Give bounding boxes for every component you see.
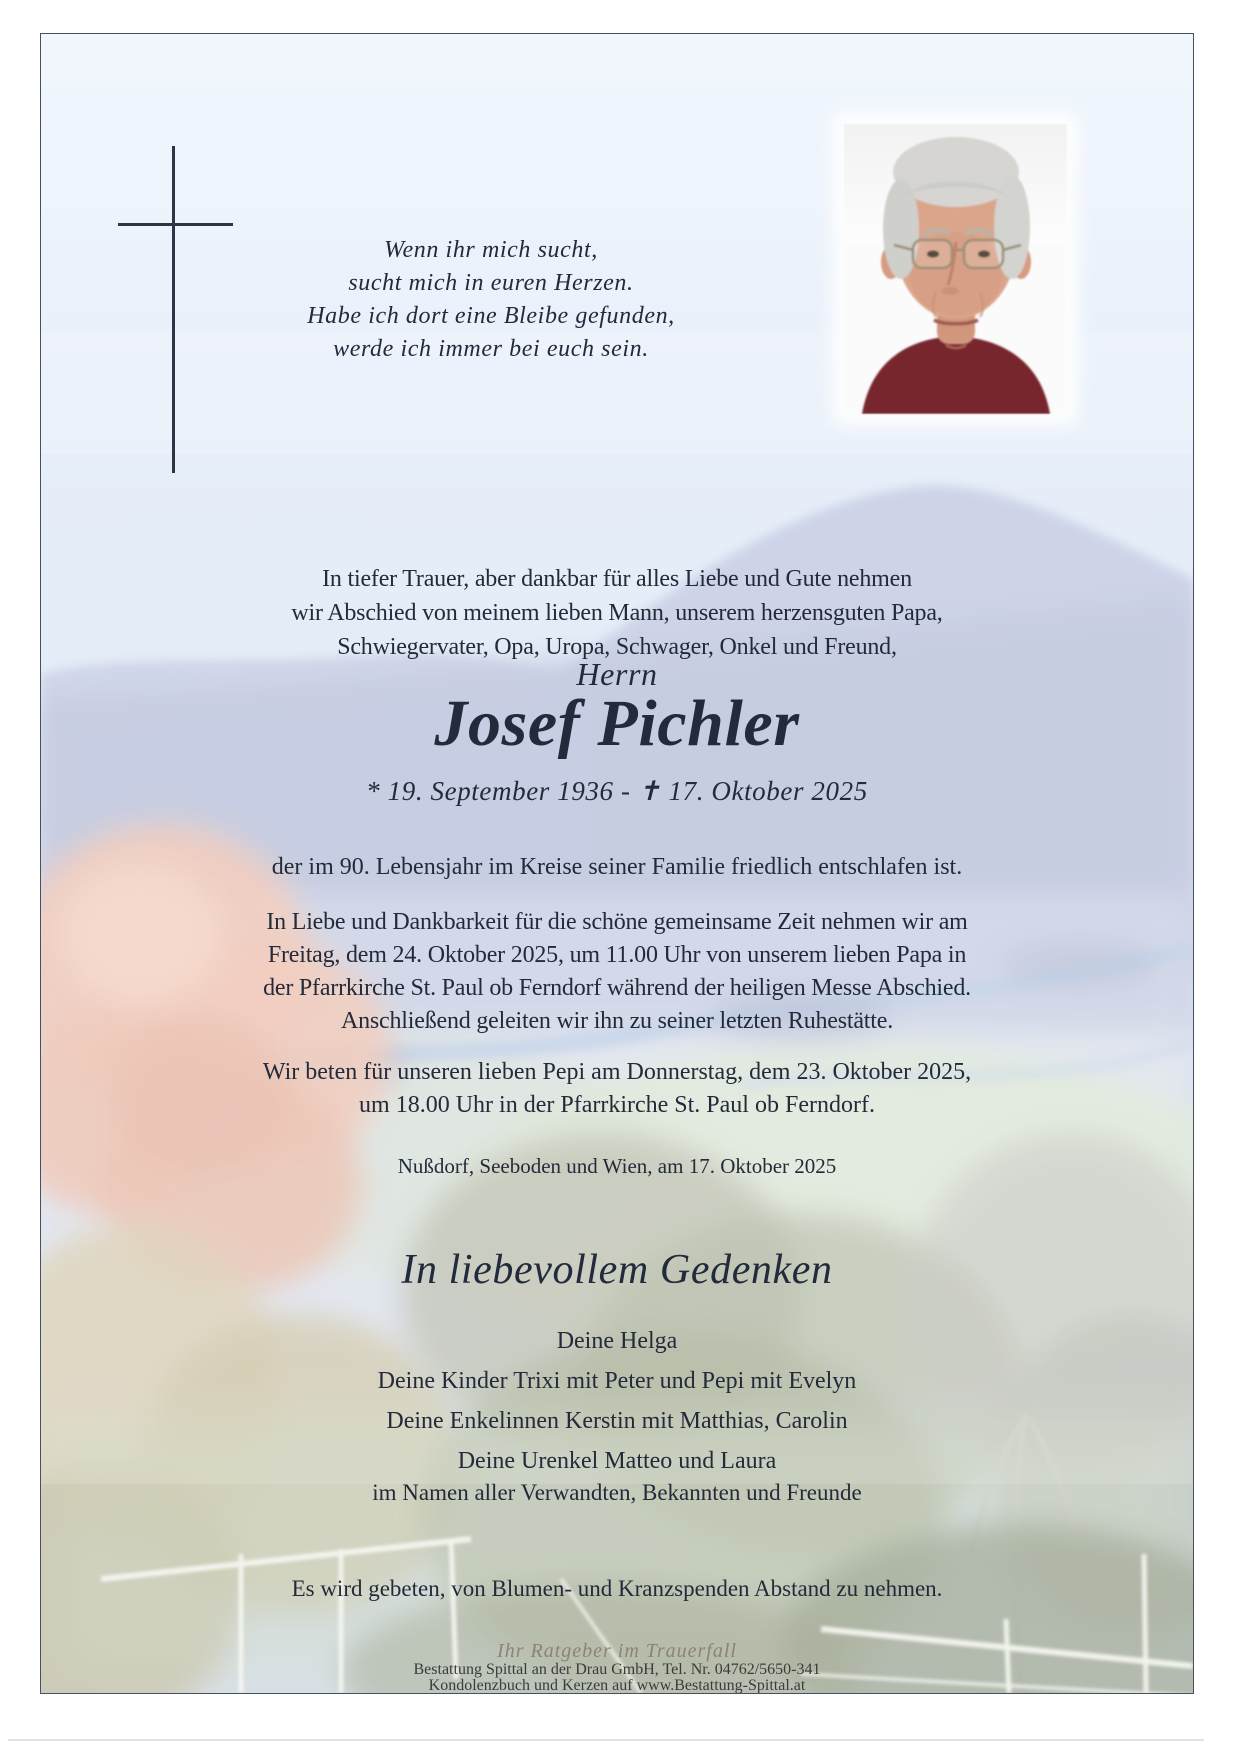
quote-line: Habe ich dort eine Bleibe gefunden, — [307, 303, 675, 329]
memorial-heading: In liebevollem Gedenken — [401, 1247, 833, 1293]
funeral-home-contact: Bestattung Spittal an der Drau GmbH, Tel. Nr. 04762/5650-341 — [413, 1661, 821, 1678]
quote-line: werde ich immer bei euch sein. — [333, 336, 649, 362]
memorial-quote — [41, 234, 941, 366]
prayer-paragraph — [41, 1056, 1193, 1122]
place-dateline: Nußdorf, Seeboden und Wien, am 17. Oktober 2025 — [397, 1154, 837, 1178]
funeral-home-tagline: Ihr Ratgeber im Trauerfall — [497, 1640, 737, 1662]
scan-artifact-line — [8, 1739, 1204, 1741]
prayer-line: um 18.00 Uhr in der Pfarrkirche St. Paul ob Ferndorf. — [359, 1092, 875, 1118]
intro-paragraph — [41, 562, 1193, 664]
funeral-line: der Pfarrkirche St. Paul ob Ferndorf während der heiligen Messe Abschied. — [263, 975, 971, 1001]
funeral-line: Freitag, dem 24. Oktober 2025, um 11.00 Uhr von unserem lieben Papa in — [267, 942, 967, 968]
mourner-line: Deine Kinder Trixi mit Peter und Pepi mit Evelyn — [377, 1368, 857, 1394]
prayer-line: Wir beten für unseren lieben Pepi am Donnerstag, dem 23. Oktober 2025, — [262, 1059, 972, 1085]
mourner-line: Deine Urenkel Matteo und Laura — [457, 1448, 777, 1474]
closing-line: im Namen aller Verwandten, Bekannten und Freunde — [372, 1480, 862, 1505]
funeral-paragraph — [41, 906, 1193, 1038]
mourner-line: Deine Helga — [556, 1328, 678, 1354]
cross-horizontal-bar — [118, 223, 233, 226]
intro-line: Schwiegervater, Opa, Uropa, Schwager, Onkel und Freund, — [337, 634, 897, 660]
funeral-line: In Liebe und Dankbarkeit für die schöne gemeinsame Zeit nehmen wir am — [266, 909, 968, 935]
passing-line: der im 90. Lebensjahr im Kreise seiner Familie friedlich entschlafen ist. — [271, 854, 963, 880]
mourner-line: Deine Enkelinnen Kerstin mit Matthias, Carolin — [386, 1408, 848, 1434]
deceased-name: Josef Pichler — [434, 687, 800, 760]
condolence-book-line: Kondolenzbuch und Kerzen auf www.Bestattung-Spittal.at — [428, 1677, 806, 1694]
obituary-card — [40, 33, 1194, 1694]
honorific: Herrn — [576, 656, 658, 692]
funeral-line: Anschließend geleiten wir ihn zu seiner letzten Ruhestätte. — [340, 1008, 893, 1034]
quote-line: sucht mich in euren Herzen. — [348, 270, 634, 296]
flowers-request: Es wird gebeten, von Blumen- und Kranzspenden Abstand zu nehmen. — [291, 1576, 943, 1601]
quote-line: Wenn ihr mich sucht, — [384, 237, 598, 263]
intro-line: wir Abschied von meinem lieben Mann, unserem herzensguten Papa, — [291, 600, 943, 626]
birth-death-dates: * 19. September 1936 - ✝ 17. Oktober 2025 — [366, 776, 868, 806]
intro-line: In tiefer Trauer, aber dankbar für alles Liebe und Gute nehmen — [322, 566, 912, 592]
